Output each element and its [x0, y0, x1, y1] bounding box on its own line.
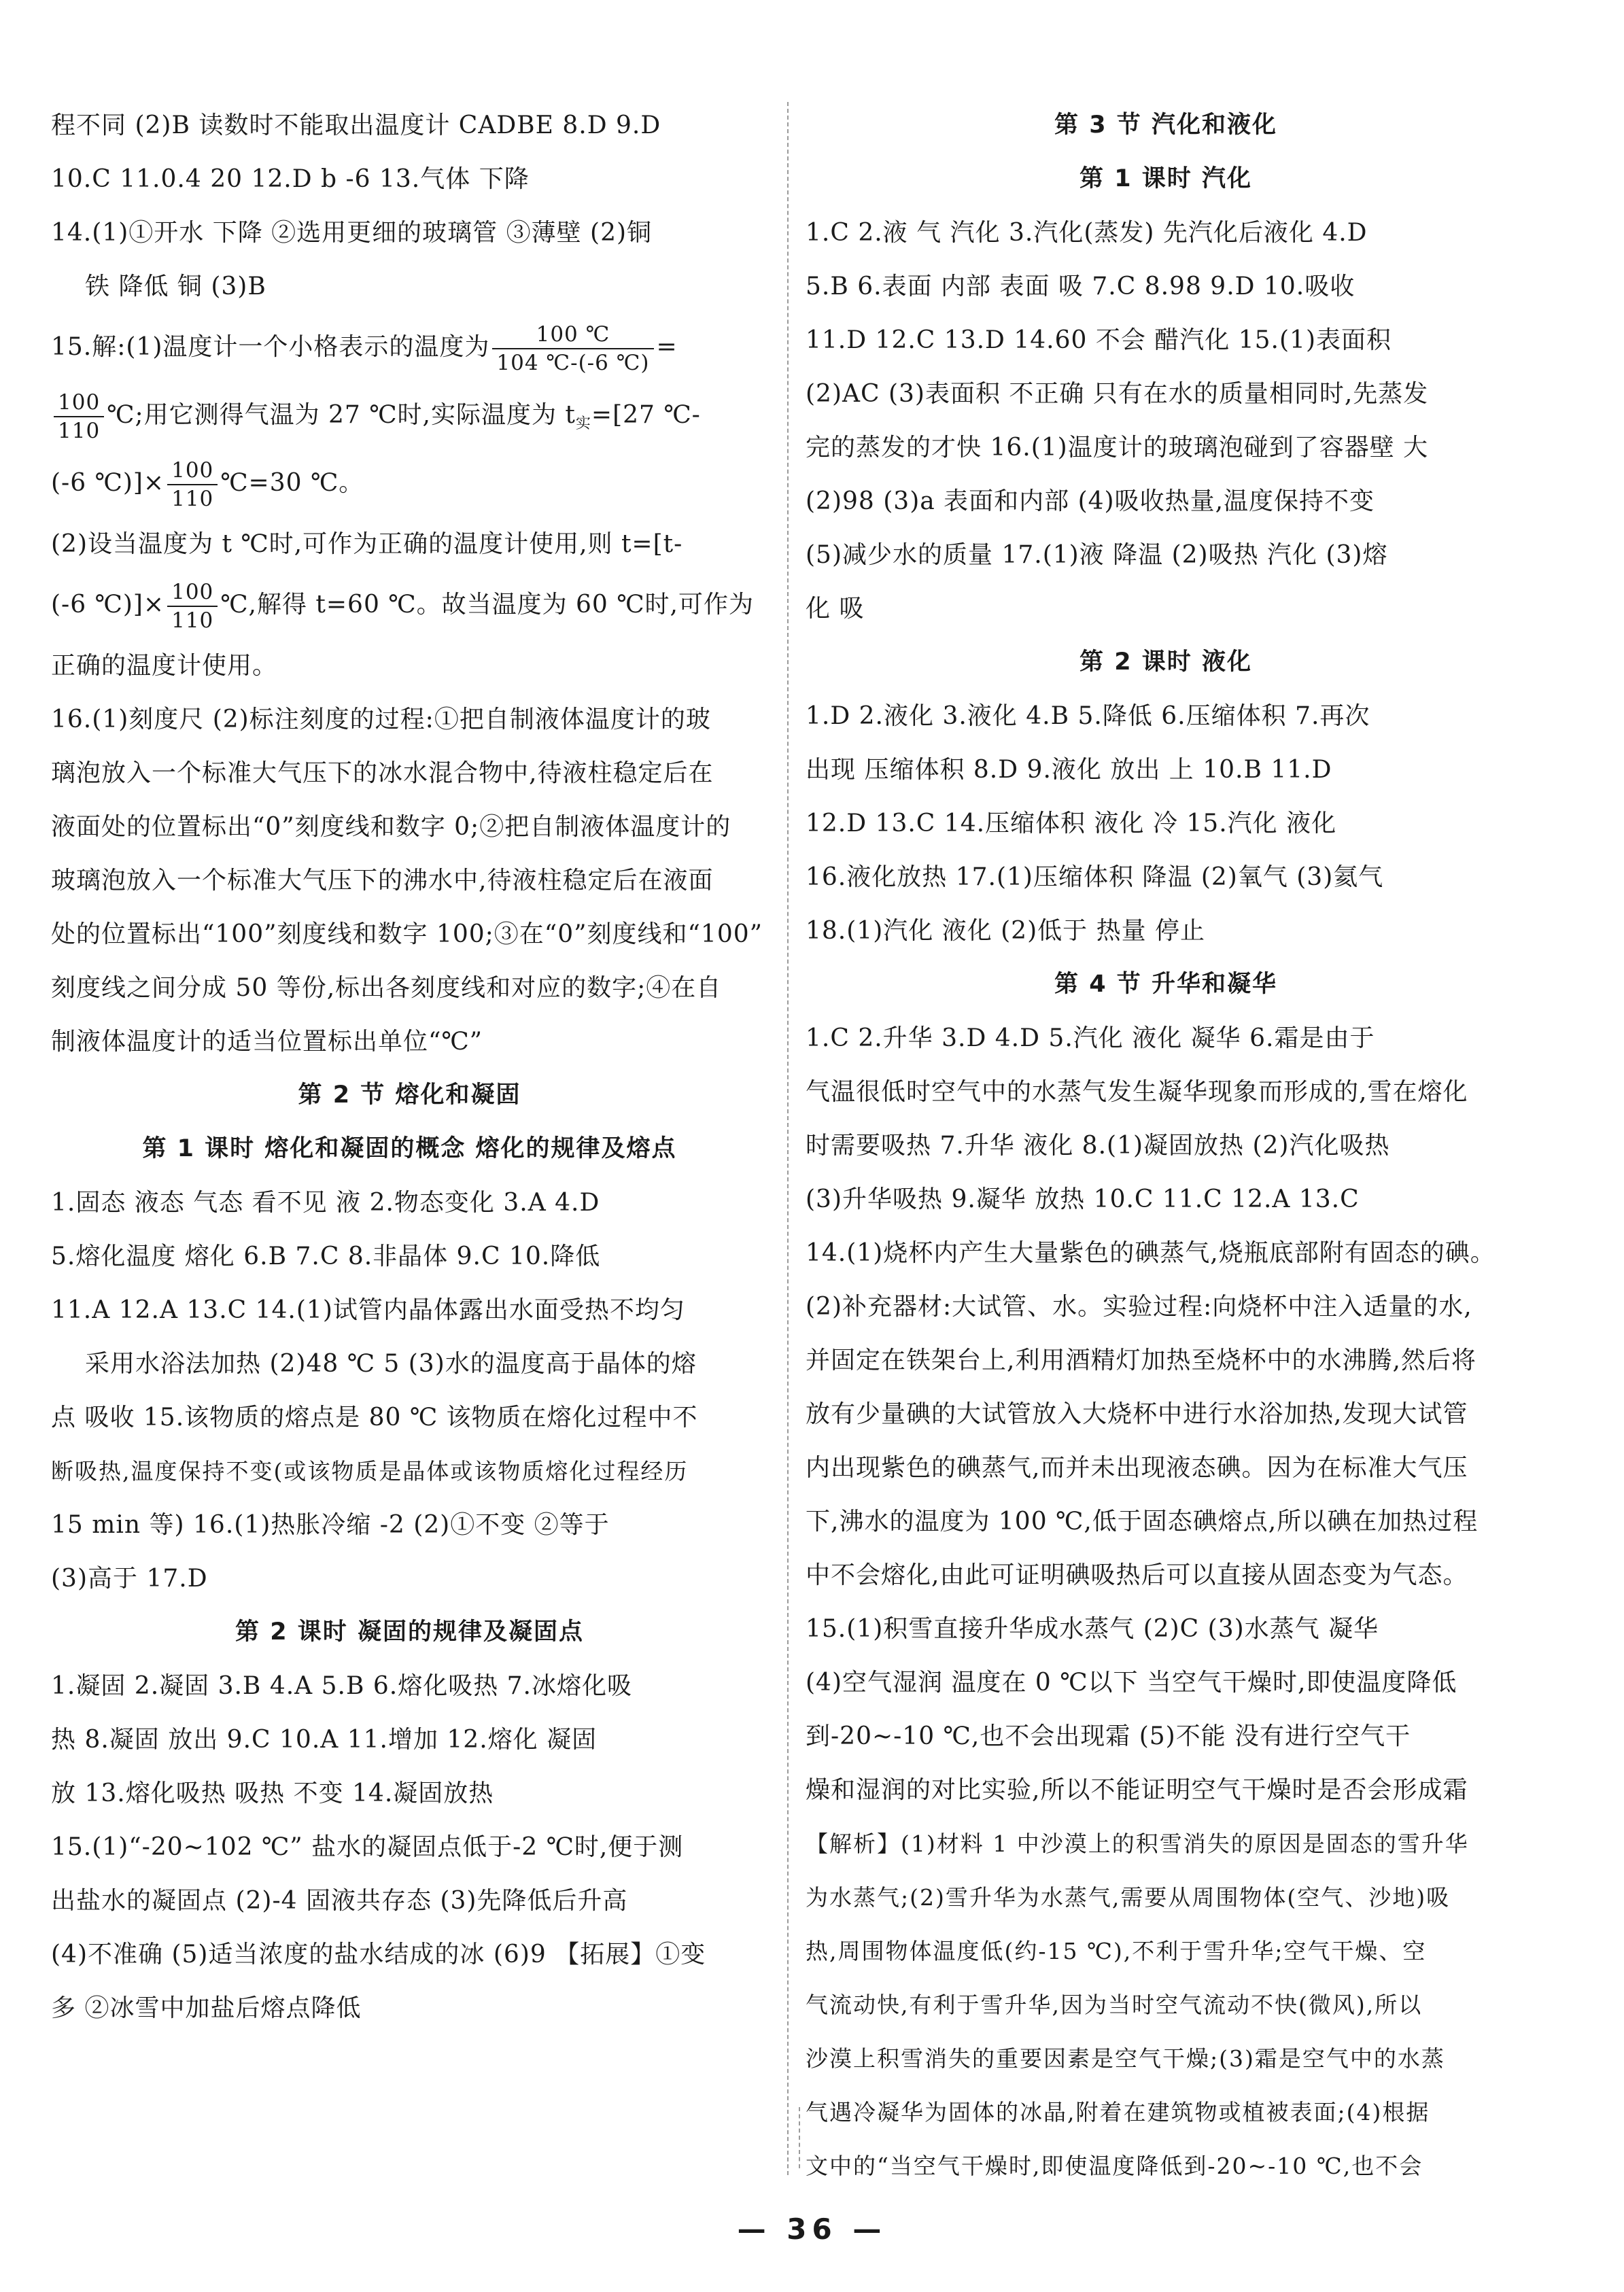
answer-line: 放 13.熔化吸热 吸热 不变 14.凝固放热 — [51, 1779, 494, 1807]
answer-line: (5)减少水的质量 17.(1)液 降温 (2)吸热 汽化 (3)熔 — [806, 541, 1388, 569]
answer-line: 化 吸 — [806, 595, 865, 623]
answer-line: 璃泡放入一个标准大气压下的冰水混合物中,待液柱稳定后在 — [51, 759, 714, 787]
answer-line: 15.(1)“-20~102 ℃” 盐水的凝固点低于-2 ℃时,便于测 — [51, 1833, 684, 1861]
answer-line: 11.A 12.A 13.C 14.(1)试管内晶体露出水面受热不均匀 — [51, 1296, 685, 1324]
q15-line-6: 正确的温度计使用。 — [51, 652, 278, 680]
answer-line: 1.D 2.液化 3.液化 4.B 5.降低 6.压缩体积 7.再次 — [806, 702, 1370, 730]
fraction: $\frac{100}{110}$ — [167, 578, 218, 634]
answer-line: 1.C 2.液 气 汽化 3.汽化(蒸发) 先汽化后液化 4.D — [806, 219, 1368, 247]
fraction: $\frac{100 ℃}{104 ℃-(-6 ℃)}$ — [492, 321, 653, 377]
answer-line: 断吸热,温度保持不变(或该物质是晶体或该物质熔化过程经历 — [51, 1458, 689, 1484]
analysis-line: 气流动快,有利于雪升华,因为当时空气流动不快(微风),所以 — [806, 1992, 1423, 2018]
analysis-line: 为水蒸气;(2)雪升华为水蒸气,需要从周围物体(空气、沙地)吸 — [806, 1884, 1451, 1911]
answer-line: 14.(1)①开水 下降 ②选用更细的玻璃管 ③薄壁 (2)铜 — [51, 219, 653, 247]
lesson-heading: 第 2 课时 液化 — [1079, 648, 1252, 676]
answer-line: 多 ②冰雪中加盐后熔点降低 — [51, 1994, 362, 2022]
answer-line: 16.(1)刻度尺 (2)标注刻度的过程:①把自制液体温度计的玻 — [51, 706, 711, 733]
q15-line-4: (2)设当温度为 t ℃时,可作为正确的温度计使用,则 t=[t- — [51, 530, 683, 558]
q15-line-3: (-6 ℃)]× $\frac{100}{110}$ ℃=30 ℃。 — [51, 458, 364, 511]
answer-line: 15 min 等) 16.(1)热胀冷缩 -2 (2)①不变 ②等于 — [51, 1511, 610, 1539]
answer-line: 到-20~-10 ℃,也不会出现霜 (5)不能 没有进行空气干 — [806, 1722, 1411, 1750]
section-heading: 第 2 节 熔化和凝固 — [298, 1081, 521, 1109]
answer-line: 处的位置标出“100”刻度线和数字 100;③在“0”刻度线和“100” — [51, 920, 763, 948]
column-divider-bottom — [799, 2107, 800, 2168]
answer-line: 程不同 (2)B 读数时不能取出温度计 CADBE 8.D 9.D — [51, 111, 661, 139]
q15-line-1: 15.解:(1)温度计一个小格表示的温度为 $\frac{100 ℃}{104 ℃-(-6 ℃)}$ = — [51, 322, 678, 375]
answer-line: 气温很低时空气中的水蒸气发生凝华现象而形成的,雪在熔化 — [806, 1078, 1468, 1106]
answer-line: 16.液化放热 17.(1)压缩体积 降温 (2)氧气 (3)氦气 — [806, 863, 1384, 891]
answer-line: 18.(1)汽化 液化 (2)低于 热量 停止 — [806, 917, 1206, 945]
answer-line: 14.(1)烧杯内产生大量紫色的碘蒸气,烧瓶底部附有固态的碘。 — [806, 1239, 1496, 1267]
answer-line: 并固定在铁架台上,利用酒精灯加热至烧杯中的水沸腾,然后将 — [806, 1347, 1476, 1374]
lesson-heading: 第 2 课时 凝固的规律及凝固点 — [235, 1618, 584, 1646]
answer-line: 采用水浴法加热 (2)48 ℃ 5 (3)水的温度高于晶体的熔 — [85, 1350, 697, 1378]
answer-line: 铁 降低 铜 (3)B — [85, 273, 266, 300]
answer-line: 12.D 13.C 14.压缩体积 液化 冷 15.汽化 液化 — [806, 810, 1337, 837]
answer-line: 放有少量碘的大试管放入大烧杯中进行水浴加热,发现大试管 — [806, 1400, 1468, 1428]
answer-line: 11.D 12.C 13.D 14.60 不会 醋汽化 15.(1)表面积 — [806, 326, 1392, 354]
answer-line: 时需要吸热 7.升华 液化 8.(1)凝固放热 (2)汽化吸热 — [806, 1132, 1390, 1160]
analysis-line: 热,周围物体温度低(约-15 ℃),不利于雪升华;空气干燥、空 — [806, 1938, 1427, 1964]
analysis-line: 文中的“当空气干燥时,即使温度降低到-20~-10 ℃,也不会 — [806, 2153, 1423, 2179]
lesson-heading: 第 1 课时 熔化和凝固的概念 熔化的规律及熔点 — [142, 1135, 677, 1162]
answer-line: 内出现紫色的碘蒸气,而并未出现液态碘。因为在标准大气压 — [806, 1454, 1468, 1482]
analysis-line: 【解析】(1)材料 1 中沙漠上的积雪消失的原因是固态的雪升华 — [806, 1830, 1469, 1857]
answer-line: (2)AC (3)表面积 不正确 只有在水的质量相同时,先蒸发 — [806, 380, 1429, 408]
q15-line-5: (-6 ℃)]× $\frac{100}{110}$ ℃,解得 t=60 ℃。故当温度为 60 ℃时,可作为 — [51, 580, 754, 633]
answer-line: 制液体温度计的适当位置标出单位“℃” — [51, 1028, 483, 1056]
answer-line: 出盐水的凝固点 (2)-4 固液共存态 (3)先降低后升高 — [51, 1887, 628, 1915]
analysis-line: 沙漠上积雪消失的重要因素是空气干燥;(3)霜是空气中的水蒸 — [806, 2045, 1445, 2072]
page-number: — 36 — — [737, 2212, 887, 2246]
answer-line: (3)升华吸热 9.凝华 放热 10.C 11.C 12.A 13.C — [806, 1185, 1360, 1213]
answer-line: (3)高于 17.D — [51, 1565, 208, 1593]
answer-line: (4)不准确 (5)适当浓度的盐水结成的冰 (6)9 【拓展】①变 — [51, 1941, 706, 1968]
lesson-heading: 第 1 课时 汽化 — [1079, 165, 1252, 192]
left-column — [51, 99, 768, 2035]
fraction: $\frac{100}{110}$ — [167, 457, 218, 513]
answer-line: 5.B 6.表面 内部 表面 吸 7.C 8.98 9.D 10.吸收 — [806, 273, 1355, 300]
answer-line: 1.凝固 2.凝固 3.B 4.A 5.B 6.熔化吸热 7.冰熔化吸 — [51, 1672, 633, 1700]
answer-line: 出现 压缩体积 8.D 9.液化 放出 上 10.B 11.D — [806, 756, 1332, 784]
answer-line: 液面处的位置标出“0”刻度线和数字 0;②把自制液体温度计的 — [51, 813, 731, 841]
answer-line: 下,沸水的温度为 100 ℃,低于固态碘熔点,所以碘在加热过程 — [806, 1508, 1479, 1535]
answer-line: 5.熔化温度 熔化 6.B 7.C 8.非晶体 9.C 10.降低 — [51, 1243, 601, 1270]
answer-line: 热 8.凝固 放出 9.C 10.A 11.增加 12.熔化 凝固 — [51, 1726, 598, 1754]
answer-line: 15.(1)积雪直接升华成水蒸气 (2)C (3)水蒸气 凝华 — [806, 1615, 1379, 1643]
answer-line: 玻璃泡放入一个标准大气压下的沸水中,待液柱稳定后在液面 — [51, 867, 714, 895]
right-column — [806, 99, 1526, 2193]
answer-line: 燥和湿润的对比实验,所以不能证明空气干燥时是否会形成霜 — [806, 1776, 1468, 1804]
answer-line: (4)空气湿润 温度在 0 ℃以下 当空气干燥时,即使温度降低 — [806, 1669, 1457, 1697]
answer-line: (2)补充器材:大试管、水。实验过程:向烧杯中注入适量的水, — [806, 1293, 1472, 1321]
section-heading: 第 4 节 升华和凝华 — [1054, 971, 1277, 998]
answer-line: 点 吸收 15.该物质的熔点是 80 ℃ 该物质在熔化过程中不 — [51, 1404, 698, 1431]
answer-line: 中不会熔化,由此可证明碘吸热后可以直接从固态变为气态。 — [806, 1561, 1468, 1589]
fraction: $\frac{100}{110}$ — [54, 389, 104, 445]
answer-line: (2)98 (3)a 表面和内部 (4)吸收热量,温度保持不变 — [806, 487, 1375, 515]
analysis-line: 气遇冷凝华为固体的冰晶,附着在建筑物或植被表面;(4)根据 — [806, 2099, 1430, 2125]
answer-line: 完的蒸发的才快 16.(1)温度计的玻璃泡碰到了容器壁 大 — [806, 434, 1429, 462]
answer-line: 1.固态 液态 气态 看不见 液 2.物态变化 3.A 4.D — [51, 1189, 600, 1217]
answer-line: 刻度线之间分成 50 等份,标出各刻度线和对应的数字;④在自 — [51, 974, 722, 1002]
section-heading: 第 3 节 汽化和液化 — [1054, 111, 1277, 139]
answer-line: 10.C 11.0.4 20 12.D b -6 13.气体 下降 — [51, 165, 530, 193]
column-divider — [787, 102, 789, 2175]
q15-line-2: $\frac{100}{110}$ ℃;用它测得气温为 27 ℃时,实际温度为 $t_实=[27$ ℃- — [51, 381, 768, 449]
answer-line: 1.C 2.升华 3.D 4.D 5.汽化 液化 凝华 6.霜是由于 — [806, 1024, 1375, 1052]
